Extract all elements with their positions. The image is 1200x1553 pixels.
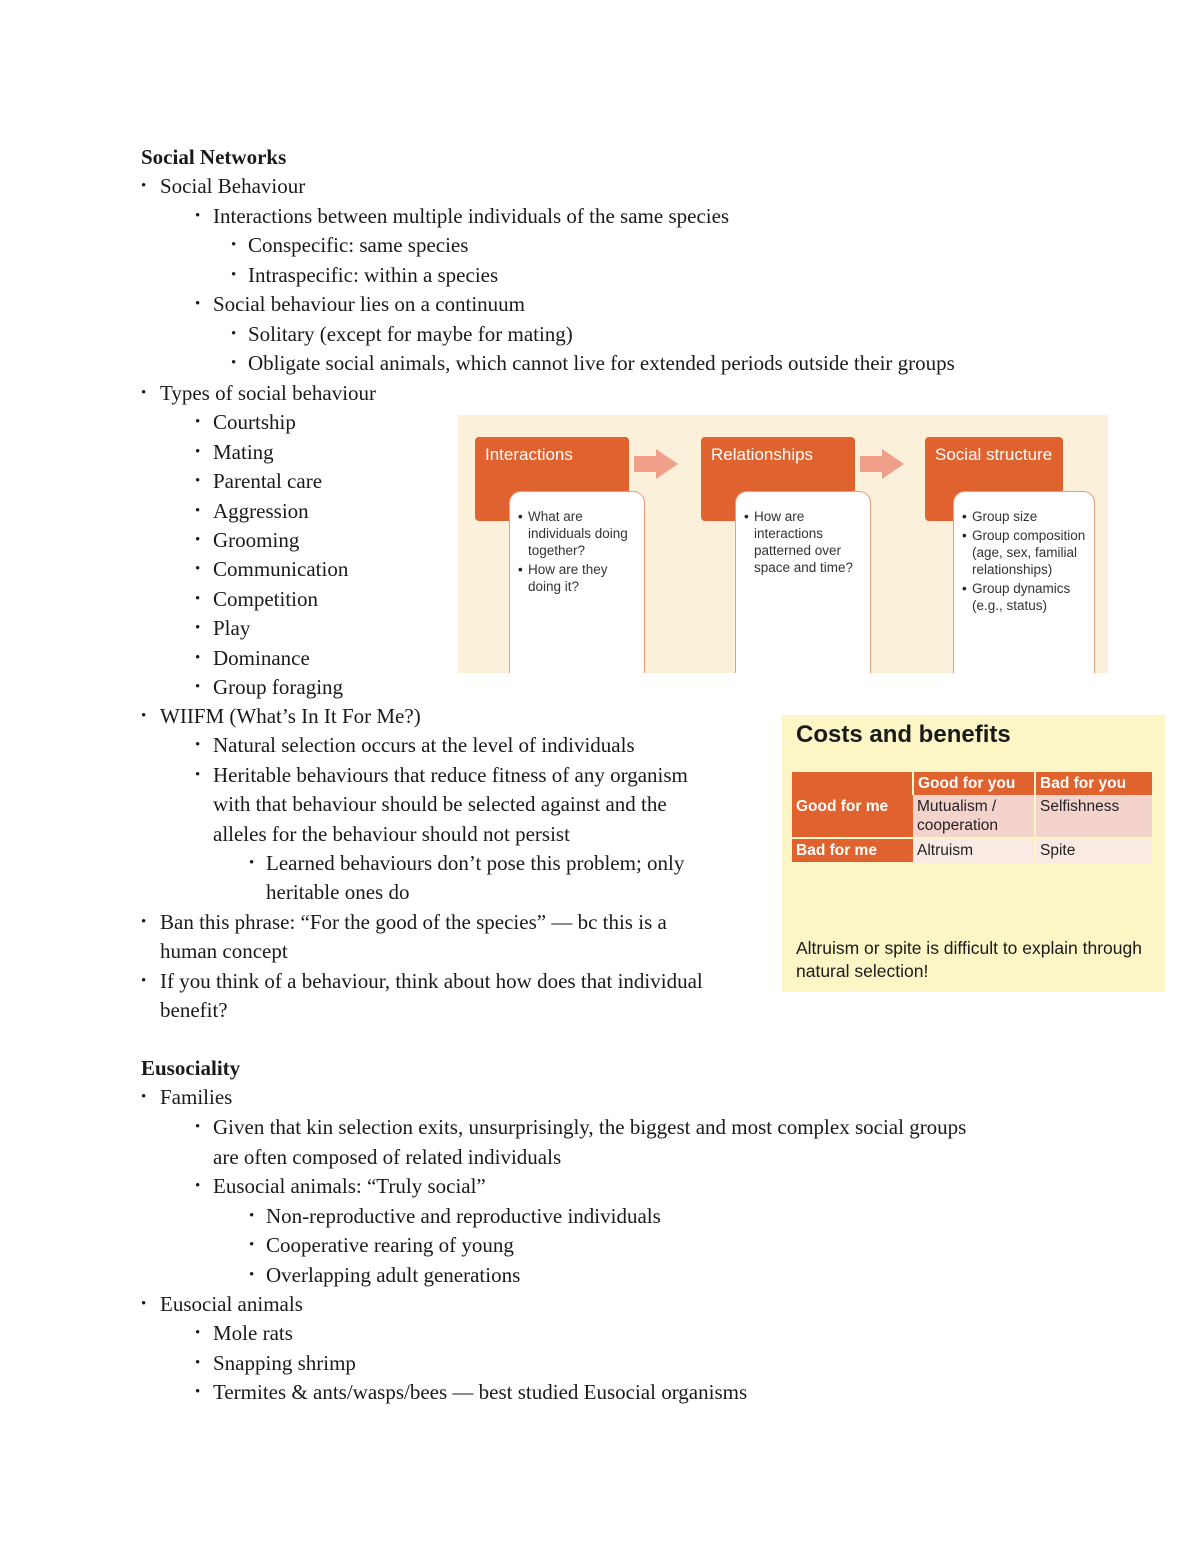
list-item-continuation: are often composed of related individuals [213,1145,562,1169]
list-item: • Dominance [213,644,310,674]
list-item-continuation: benefit? [160,998,228,1022]
list-item: • Mating [213,438,274,468]
list-item: • Families [160,1083,232,1113]
list-item: • Intraspecific: within a species [248,261,498,291]
list-item: • Solitary (except for maybe for mating) [248,320,573,350]
list-item: • Grooming [213,526,299,556]
list-item: • Termites & ants/wasps/bees — best studied Eusocial organisms [213,1378,747,1408]
table-row-header: Bad for me [792,838,913,863]
table-header-row [792,772,1152,795]
list-item: • Types of social behaviour [160,379,376,409]
list-item: • Learned behaviours don’t pose this problem; only [266,849,684,879]
costs-benefits-table [792,772,1152,864]
section-heading-social-networks: Social Networks [141,145,287,169]
stage-card [735,491,871,673]
list-item: • If you think of a behaviour, think about how does that individual [160,967,703,997]
table-cell: Spite [1035,838,1152,863]
list-item: • Given that kin selection exits, unsurprisingly, the biggest and most complex social groups [213,1113,966,1143]
table-cell: Altruism [913,838,1035,863]
list-item: • Competition [213,585,318,615]
list-item: • Parental care [213,467,322,497]
list-item: • Group foraging [213,673,343,703]
list-item: • Courtship [213,408,296,438]
stage-bullet: • How are interactions patterned over space and time? [754,508,862,576]
table-row [792,795,1152,838]
list-item: • Aggression [213,497,309,527]
stage-bullet: • How are they doing it? [528,561,636,595]
stage-bullet: • Group dynamics (e.g., status) [972,580,1086,614]
list-item: • Eusocial animals [160,1290,303,1320]
social-structure-diagram [458,415,1108,673]
list-item-continuation: with that behaviour should be selected against and the [213,792,667,816]
table-cell: Mutualism / cooperation [913,795,1035,838]
figure-caption: Altruism or spite is difficult to explain through natural selection! [796,938,1142,981]
list-item-continuation: alleles for the behaviour should not persist [213,822,570,846]
table-row-header: Good for me [792,795,913,838]
figure-title: Costs and benefits [796,721,1011,748]
table-col-header: Good for you [913,772,1035,795]
list-item: • WIIFM (What’s In It For Me?) [160,702,421,732]
table-row [792,838,1152,863]
stage-title: Relationships [701,437,855,521]
list-item: • Conspecific: same species [248,231,468,261]
list-item-continuation: heritable ones do [266,880,410,904]
section-heading-eusociality: Eusociality [141,1056,241,1080]
list-item: • Mole rats [213,1319,293,1349]
table-col-header: Bad for you [1035,772,1152,795]
list-item: • Social behaviour lies on a continuum [213,290,525,320]
list-item: • Heritable behaviours that reduce fitness of any organism [213,761,688,791]
table-cell: Selfishness [1035,795,1152,838]
list-item: • Eusocial animals: “Truly social” [213,1172,486,1202]
stage-title: Social structure [925,437,1063,521]
list-item: • Snapping shrimp [213,1349,356,1379]
stage-card [509,491,645,673]
list-item-continuation: human concept [160,939,288,963]
stage-bullet: • Group size [972,508,1086,525]
stage-title: Interactions [475,437,629,521]
list-item: • Ban this phrase: “For the good of the species” — bc this is a [160,908,667,938]
list-item: • Interactions between multiple individuals of the same species [213,202,729,232]
list-item: • Communication [213,555,348,585]
stage-card [953,491,1095,673]
stage-bullet: • Group composition (age, sex, familial relationships) [972,527,1086,578]
stage-bullet: • What are individuals doing together? [528,508,636,559]
costs-benefits-figure [782,715,1165,992]
list-item: • Natural selection occurs at the level of individuals [213,731,635,761]
list-item: • Obligate social animals, which cannot live for extended periods outside their groups [248,349,955,379]
table-corner [792,772,913,795]
list-item: • Non-reproductive and reproductive individuals [266,1202,661,1232]
list-item: • Play [213,614,250,644]
list-item: • Overlapping adult generations [266,1261,520,1291]
list-item: • Cooperative rearing of young [266,1231,514,1261]
list-item: • Social Behaviour [160,172,305,202]
